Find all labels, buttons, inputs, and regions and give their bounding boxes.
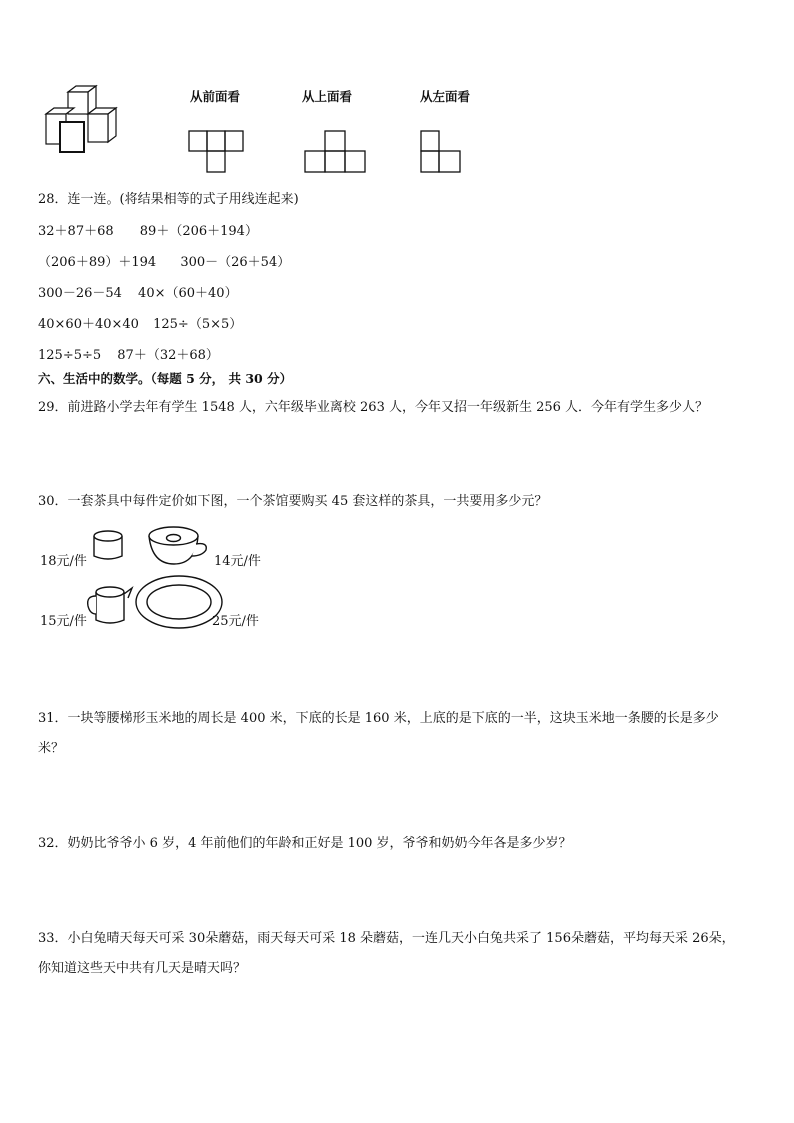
q28-row-3-right: 40×（60＋40） [138,286,238,301]
q33-line-2: 你知道这些天中共有几天是晴天吗？ [38,961,247,976]
q28-row-5 [38,344,219,363]
q28-row-1-right: 89＋（206＋194） [139,224,258,239]
pitcher-icon [84,584,134,628]
q33-line-1: 33．小白兔晴天每天可采 30朵蘑菇，雨天每天可采 18 朵蘑菇，一连几天小白兔共采了 156朵蘑菇，平均每天采 26朵， [38,931,735,946]
q28-row-5-left: 125÷5÷5 [38,348,102,363]
q31-line-1: 31．一块等腰梯形玉米地的周长是 400 米，下底的长是 160 米，上底的是下底的一半，这块玉米地一条腰的长是多少 [38,711,719,726]
cube-stack-figure [44,84,124,156]
top-view-label: 从上面看 [302,89,353,104]
cup-price: 18元/件 [40,554,87,569]
q28-row-2-right: 300－（26＋54） [180,255,291,270]
section-6-heading: 六、生活中的数学。（每题 5 分， 共 30 分） [38,371,293,386]
plate-price: 25元/件 [212,614,259,629]
q28-prompt: 28．连一连。(将结果相等的式子用线连起来) [38,192,299,207]
q28-row-5-right: 87＋（32＋68） [117,348,219,363]
teacup-icon [90,528,126,564]
left-view-label: 从左面看 [420,89,471,104]
q31-line-2: 米？ [38,741,65,756]
front-view-shape [188,130,246,174]
front-view-label: 从前面看 [190,89,241,104]
q28-row-3-left: 300－26－54 [38,286,122,301]
q28-row-1-left: 32＋87＋68 [38,224,114,239]
q28-row-4 [38,313,242,332]
q29-text: 29．前进路小学去年有学生 1548 人，六年级毕业离校 263 人，今年又招一年级新生 256 人．今年有学生多少人？ [38,400,709,415]
plate-icon [134,574,224,630]
bowl-price: 14元/件 [214,554,261,569]
q28-row-4-right: 125÷（5×5） [153,317,243,332]
bowl-icon [146,524,210,568]
q28-row-3 [38,282,238,301]
left-view-shape [420,130,464,174]
q28-row-4-left: 40×60＋40×40 [38,317,139,332]
pitcher-price: 15元/件 [40,614,87,629]
q28-row-1 [38,220,258,239]
q28-row-2-left: （206＋89）＋194 [38,255,157,270]
q30-text: 30．一套茶具中每件定价如下图，一个茶馆要购买 45 套这样的茶具，一共要用多少元？ [38,494,548,509]
q28-row-2 [38,251,290,270]
top-view-shape [303,130,367,174]
q32-text: 32．奶奶比爷爷小 6 岁，4 年前他们的年龄和正好是 100 岁，爷爷和奶奶今年各是多少岁？ [38,836,572,851]
